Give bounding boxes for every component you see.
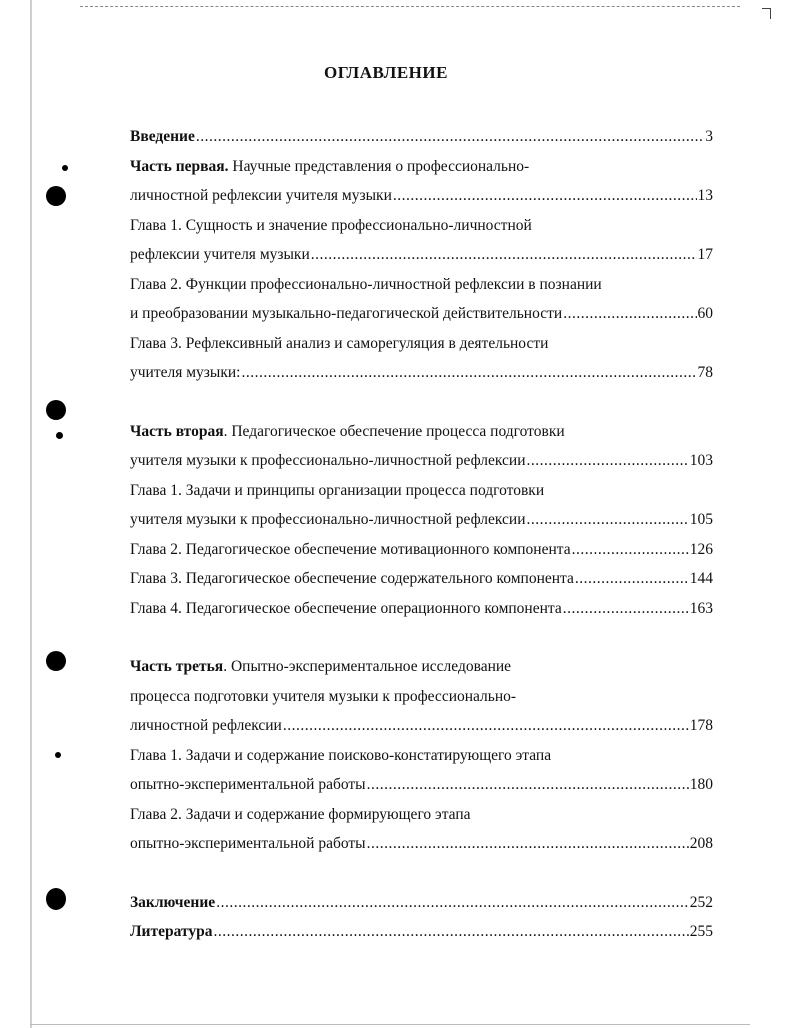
dot-leader <box>311 240 697 270</box>
toc-entry-label: Заключение <box>130 893 216 911</box>
dot-leader <box>572 535 689 565</box>
toc-part-1-line-2[interactable] <box>130 181 713 211</box>
toc-chapter-3-1-line-2[interactable] <box>130 770 713 800</box>
toc-entry-text: учителя музыки к профессионально-личностной рефлексии <box>130 511 526 528</box>
page-title: ОГЛАВЛЕНИЕ <box>324 63 448 82</box>
toc-chapter-1-2-line-1[interactable] <box>130 270 713 300</box>
dot-leader <box>563 594 689 624</box>
toc-part-2-line-2[interactable] <box>130 446 713 476</box>
toc-chapter-2-2[interactable] <box>130 535 713 565</box>
toc-entry-text: и преобразовании музыкально-педагогической действительности <box>130 305 563 322</box>
toc-part-3-line-1[interactable] <box>130 652 713 682</box>
dot-leader <box>213 917 688 947</box>
toc-entry-text: Глава 1. Задачи и содержание поисково-констатирующего этапа <box>130 746 552 764</box>
dot-leader <box>196 122 704 152</box>
toc-page-number: 255 <box>689 923 713 940</box>
part-heading: Часть первая. <box>130 157 229 175</box>
toc-page-number: 180 <box>689 776 713 793</box>
scan-top-edge <box>80 6 740 7</box>
toc-entry-text: Глава 3. Педагогическое обеспечение содержательного компонента <box>130 570 574 587</box>
toc-part-3-line-3[interactable] <box>130 711 713 741</box>
scan-left-edge <box>30 0 32 1028</box>
section-gap <box>130 388 713 417</box>
toc-chapter-1-1-line-1[interactable] <box>130 211 713 241</box>
dot-leader <box>241 358 696 388</box>
toc-chapter-2-4[interactable] <box>130 594 713 624</box>
section-gap <box>130 859 713 888</box>
scan-bottom-edge <box>30 1024 750 1025</box>
toc-chapter-2-3[interactable] <box>130 564 713 594</box>
toc-entry-intro[interactable] <box>130 122 713 152</box>
toc-part-2-line-1[interactable] <box>130 417 713 447</box>
dot-leader <box>527 446 689 476</box>
toc-entry-conclusion[interactable] <box>130 888 713 918</box>
toc-entry-literature[interactable] <box>130 917 713 947</box>
toc-entry-text: Глава 4. Педагогическое обеспечение операционного компонента <box>130 599 562 617</box>
scan-corner-mark <box>762 8 771 19</box>
toc-chapter-1-3-line-1[interactable] <box>130 329 713 359</box>
toc-entry-text: учителя музыки к профессионально-личностной рефлексии <box>130 452 526 469</box>
toc-entry-text: . Педагогическое обеспечение процесса подготовки <box>223 422 565 440</box>
toc-entry-text: Научные представления о профессионально- <box>228 157 530 175</box>
toc-page-number: 60 <box>697 305 713 322</box>
toc-entry-text: Глава 2. Задачи и содержание формирующего этапа <box>130 805 471 823</box>
dot-leader <box>283 711 689 741</box>
toc-entry-label: Введение <box>130 128 195 145</box>
toc-page-number: 105 <box>689 511 713 528</box>
toc-page-number: 126 <box>689 540 713 558</box>
toc-entry-text: Глава 1. Сущность и значение профессионально-личностной <box>130 216 532 234</box>
dot-leader <box>393 181 697 211</box>
part-heading: Часть вторая <box>130 422 224 440</box>
toc-chapter-3-1-line-1[interactable] <box>130 741 713 771</box>
punch-hole <box>46 888 66 910</box>
toc-page-number: 252 <box>689 893 713 911</box>
dot-leader <box>367 829 689 859</box>
punch-hole <box>46 651 66 671</box>
toc-chapter-2-1-line-1[interactable] <box>130 476 713 506</box>
toc-entry-text: Глава 1. Задачи и принципы организации процесса подготовки <box>130 481 545 499</box>
toc-chapter-1-3-line-2[interactable] <box>130 358 713 388</box>
toc-page-number: 103 <box>689 452 713 469</box>
toc-entry-text: . Опытно-экспериментальное исследование <box>223 658 512 675</box>
toc-page-number: 78 <box>697 364 713 381</box>
toc-entry-text: рефлексии учителя музыки <box>130 246 310 263</box>
toc-page-number: 17 <box>697 246 713 263</box>
dot-leader <box>563 299 696 329</box>
section-gap <box>130 623 713 652</box>
toc-page-number: 144 <box>689 570 713 587</box>
dot-leader <box>216 888 689 918</box>
toc-page-number: 13 <box>697 187 713 204</box>
toc-part-3-line-2[interactable] <box>130 682 713 712</box>
toc-page-number: 208 <box>689 835 713 852</box>
toc-chapter-1-1-line-2[interactable] <box>130 240 713 270</box>
toc-part-1-line-1[interactable] <box>130 152 713 182</box>
punch-hole <box>46 400 66 420</box>
dot-leader <box>367 770 689 800</box>
dot-leader <box>575 564 689 594</box>
punch-hole <box>55 752 61 758</box>
toc-chapter-3-2-line-2[interactable] <box>130 829 713 859</box>
toc-entry-text: опытно-экспериментальной работы <box>130 776 366 793</box>
toc-page-number: 178 <box>689 717 713 734</box>
toc-page-number: 163 <box>689 599 713 617</box>
table-of-contents <box>130 122 713 947</box>
toc-entry-label: Литература <box>130 923 213 940</box>
part-heading: Часть третья <box>130 658 224 675</box>
punch-hole <box>56 432 63 439</box>
toc-chapter-2-1-line-2[interactable] <box>130 505 713 535</box>
toc-entry-text: Глава 2. Педагогическое обеспечение мотивационного компонента <box>130 540 571 558</box>
toc-entry-text: учителя музыки: <box>130 364 241 381</box>
toc-entry-text: личностной рефлексии <box>130 717 282 734</box>
toc-page-number: 3 <box>705 128 713 145</box>
punch-hole <box>46 186 66 206</box>
toc-chapter-3-2-line-1[interactable] <box>130 800 713 830</box>
toc-entry-text: процесса подготовки учителя музыки к профессионально- <box>130 687 517 705</box>
toc-entry-text: личностной рефлексии учителя музыки <box>130 187 392 204</box>
dot-leader <box>527 505 689 535</box>
toc-chapter-1-2-line-2[interactable] <box>130 299 713 329</box>
toc-entry-text: Глава 3. Рефлексивный анализ и саморегуляция в деятельности <box>130 334 549 352</box>
punch-hole <box>62 165 68 171</box>
toc-entry-text: опытно-экспериментальной работы <box>130 835 366 852</box>
toc-entry-text: Глава 2. Функции профессионально-личностной рефлексии в познании <box>130 275 602 293</box>
